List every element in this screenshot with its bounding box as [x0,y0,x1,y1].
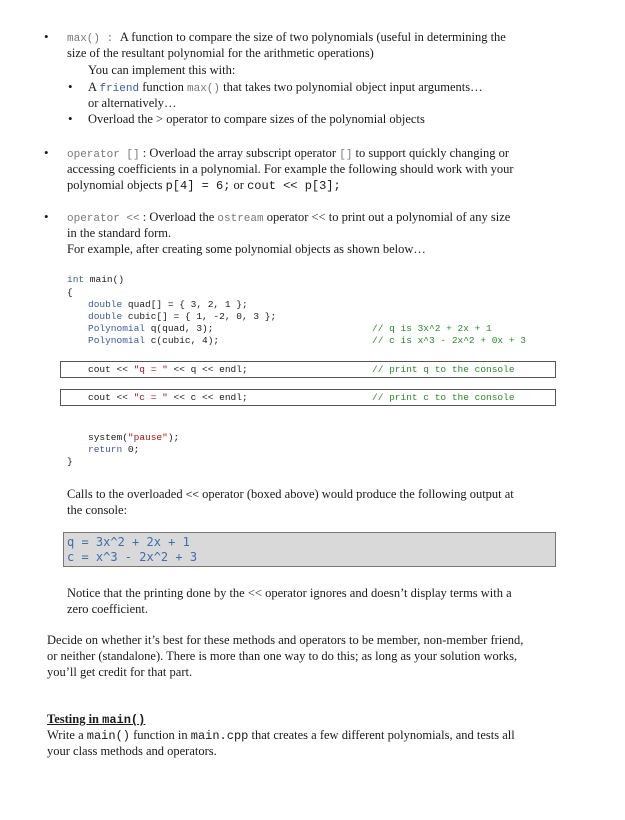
bullet-marker: • [44,29,49,44]
testing-line2: your class methods and operators. [47,744,217,758]
bullet-marker: • [44,145,49,160]
console-output-c: c = x^3 - 2x^2 + 3 [67,550,198,564]
testing-line1: Write a main() function in main.cpp that creates a few different polynomials, and tests all [47,728,515,743]
decide-line1: Decide on whether it’s best for these methods and operators to be member, non-member friend, [47,633,524,647]
max-bullet-line: max() : A function to compare the size of two polynomials (useful in determining the [67,30,506,45]
max-impl-text: You can implement this with: [88,63,236,77]
decide-line3: you’ll get credit for that part. [47,665,193,679]
max-sub1-line2: or alternatively… [88,96,177,110]
max-desc-line2: size of the resultant polynomial for the arithmetic operations) [67,46,374,60]
calls-line1: Calls to the overloaded << operator (boxed above) would produce the following output at [67,487,514,502]
code-comment: // q is 3x^2 + 2x + 1 [372,323,492,334]
friend-keyword: friend [99,83,140,95]
max-sub1: A friend function max() that takes two polynomial object input arguments… [88,80,483,95]
ostream-bullet-line: operator << : Overload the ostream operator << to print out a polynomial of any size [67,210,511,225]
console-output-q: q = 3x^2 + 2x + 1 [67,535,190,549]
max-sub2: Overload the > operator to compare sizes of the polynomial objects [88,112,425,126]
notice-line1: Notice that the printing done by the << operator ignores and doesn’t display terms with a [67,586,512,600]
code-comment: // print c to the console [372,392,515,403]
decide-line2: or neither (standalone). There is more than one way to do this; as long as your solution works, [47,649,518,663]
code-line: { [67,287,73,298]
ostream-line2: in the standard form. [67,226,172,240]
code-line: double quad[] = { 3, 2, 1 }; [88,299,248,310]
ostream-line3: For example, after creating some polynomial objects as shown below… [67,242,426,256]
code-comment: // c is x^3 - 2x^2 + 0x + 3 [372,335,526,346]
code-line: system("pause"); [88,432,180,443]
bullet-marker: • [44,209,49,224]
subscript-bullet-line: operator [] : Overload the array subscript operator [] to support quickly changing or [67,146,509,161]
code-line: cout << "c = " << c << endl; [88,392,248,403]
testing-heading: Testing in main() [47,712,146,727]
subscript-line3: polynomial objects p[4] = 6; or cout << p[3]; [67,178,341,193]
code-line: return 0; [88,444,140,455]
code-line: cout << "q = " << q << endl; [88,364,248,375]
notice-line2: zero coefficient. [67,602,148,616]
bullet-marker: • [68,79,73,94]
max-code: max() [67,33,101,45]
calls-line2: the console: [67,503,128,517]
code-line: int main() [67,274,125,285]
code-line: Polynomial c(cubic, 4); [88,335,220,346]
code-line: Polynomial q(quad, 3); [88,323,214,334]
subscript-line2: accessing coefficients in a polynomial. For example the following should work with your [67,162,514,176]
code-comment: // print q to the console [372,364,515,375]
code-line: double cubic[] = { 1, -2, 0, 3 }; [88,311,277,322]
code-line: } [67,456,73,467]
bullet-marker: • [68,111,73,126]
